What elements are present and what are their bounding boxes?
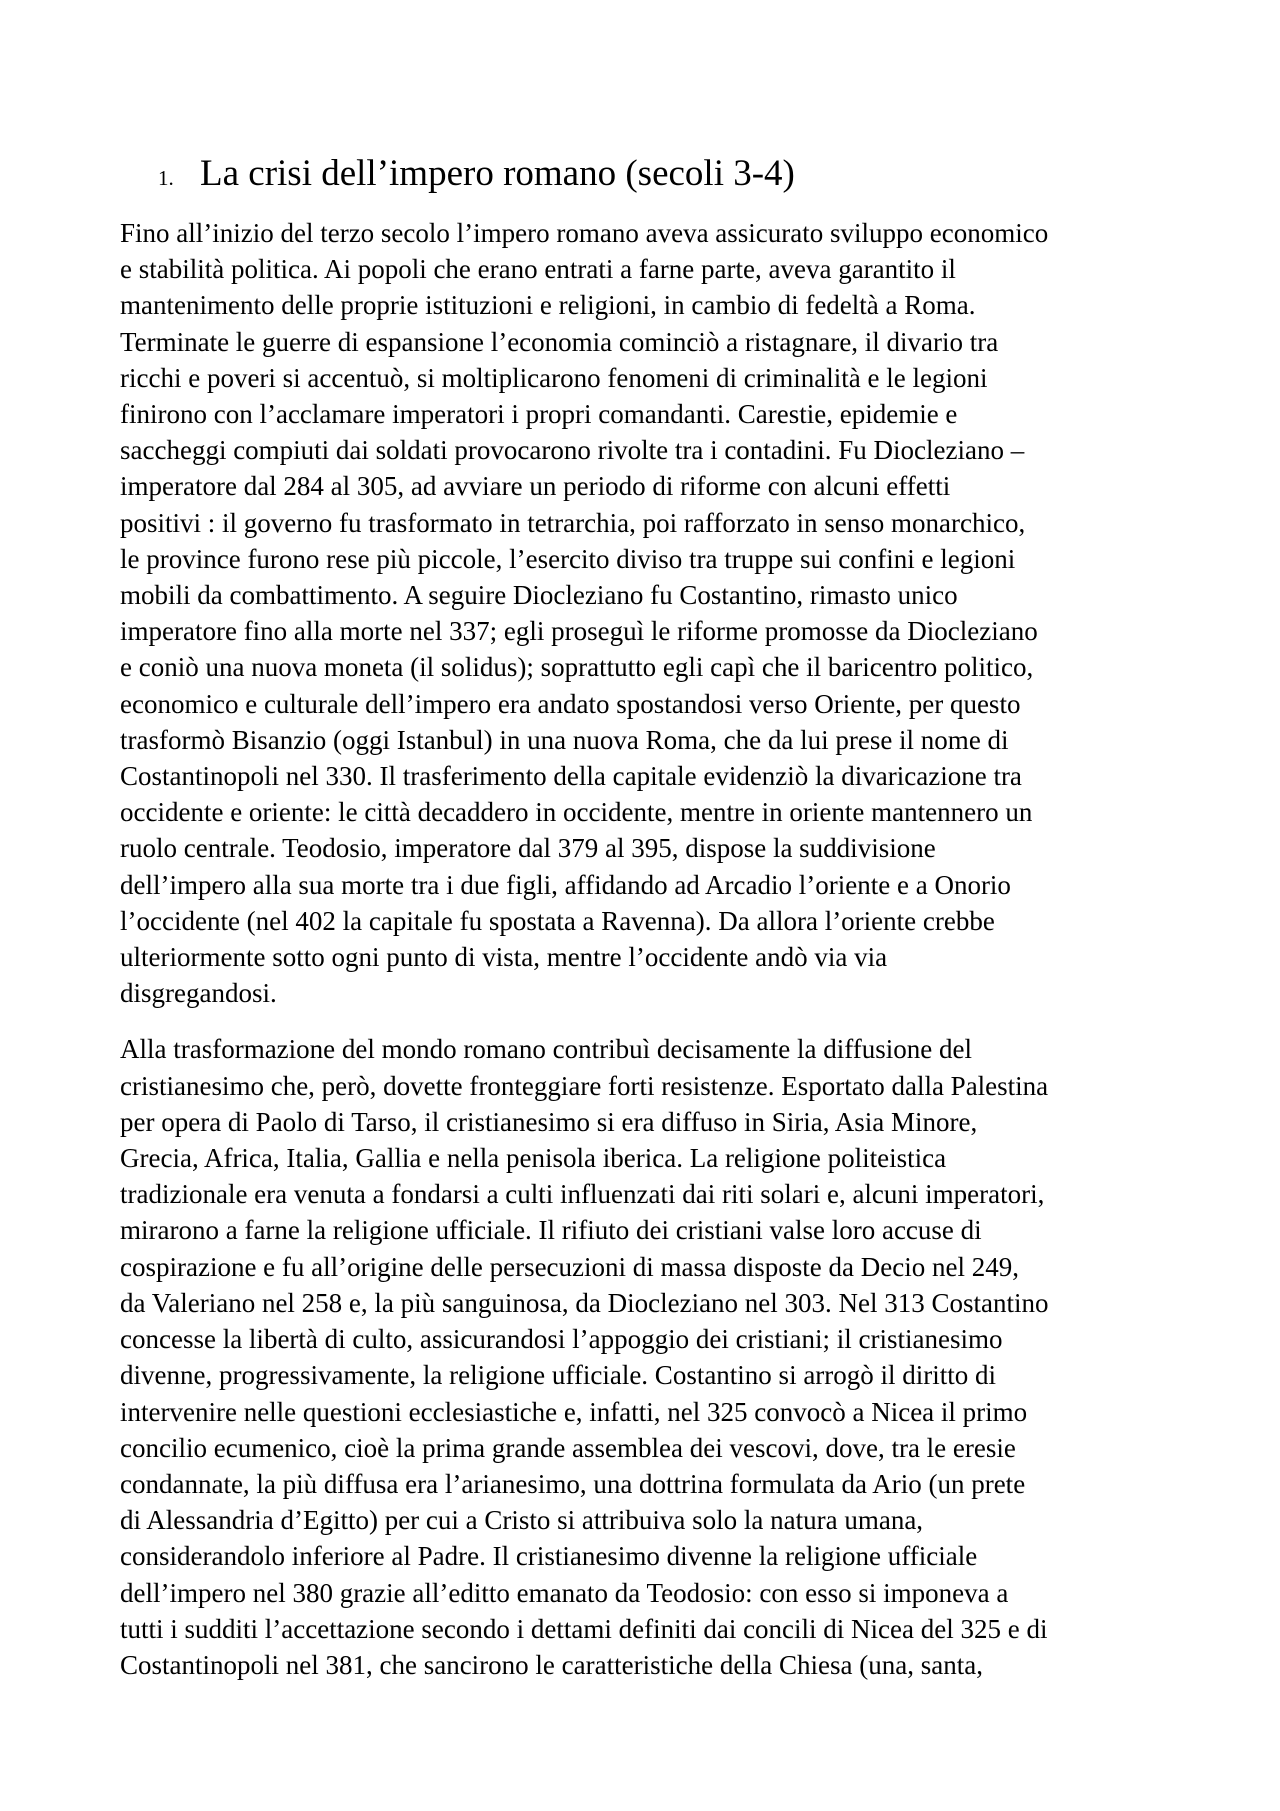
text-line: per opera di Paolo di Tarso, il cristianesimo si era diffuso in Siria, Asia Minore, <box>120 1106 978 1137</box>
body-text <box>120 215 1160 1703</box>
text-line: mobili da combattimento. A seguire Diocleziano fu Costantino, rimasto unico <box>120 580 958 611</box>
text-line: ulteriormente sotto ogni punto di vista, mentre l’occidente andò via via <box>120 942 888 973</box>
text-line: cristianesimo che, però, dovette fronteggiare forti resistenze. Esportato dalla Palestina <box>120 1070 1049 1101</box>
text-line: occidente e oriente: le città decaddero in occidente, mentre in oriente mantennero un <box>120 797 1033 828</box>
text-line: Costantinopoli nel 330. Il trasferimento della capitale evidenziò la divaricazione tra <box>120 761 1022 792</box>
text-line: saccheggi compiuti dai soldati provocarono rivolte tra i contadini. Fu Diocleziano – <box>120 435 1025 466</box>
text-line: intervenire nelle questioni ecclesiastiche e, infatti, nel 325 convocò a Nicea il primo <box>120 1396 1028 1427</box>
paragraph-1 <box>120 215 1160 1011</box>
text-line: ruolo centrale. Teodosio, imperatore dal 379 al 395, dispose la suddivisione <box>120 833 936 864</box>
text-line: e stabilità politica. Ai popoli che erano entrati a farne parte, aveva garantito il <box>120 254 956 285</box>
text-line: dell’impero alla sua morte tra i due figli, affidando ad Arcadio l’oriente e a Onorio <box>120 869 1011 900</box>
text-line: economico e culturale dell’impero era andato spostandosi verso Oriente, per questo <box>120 688 1021 719</box>
text-line: l’occidente (nel 402 la capitale fu spostata a Ravenna). Da allora l’oriente crebbe <box>120 905 995 936</box>
text-line: mantenimento delle proprie istituzioni e religioni, in cambio di fedeltà a Roma. <box>120 290 976 321</box>
text-line: dell’impero nel 380 grazie all’editto emanato da Teodosio: con esso si imponeva a <box>120 1577 1009 1608</box>
text-line: concilio ecumenico, cioè la prima grande assemblea dei vescovi, dove, tra le eresie <box>120 1432 1016 1463</box>
text-line: Fino all’inizio del terzo secolo l’impero romano aveva assicurato sviluppo economico <box>120 218 1049 248</box>
text-line: positivi : il governo fu trasformato in tetrarchia, poi rafforzato in senso monarchico, <box>120 507 1026 538</box>
text-line: ricchi e poveri si accentuò, si moltiplicarono fenomeni di criminalità e le legioni <box>120 362 988 393</box>
text-line: concesse la libertà di culto, assicurandosi l’appoggio dei cristiani; il cristianesimo <box>120 1324 1003 1355</box>
heading-number: 1. <box>158 166 174 190</box>
text-line: tutti i sudditi l’accettazione secondo i dettami definiti dai concili di Nicea del 325 e di <box>120 1613 1048 1644</box>
heading-title: La crisi dell’impero romano (secoli 3-4) <box>200 153 795 194</box>
text-line: e coniò una nuova moneta (il solidus); soprattutto egli capì che il baricentro politico, <box>120 652 1034 683</box>
text-line: trasformò Bisanzio (oggi Istanbul) in una nuova Roma, che da lui prese il nome di <box>120 724 1009 755</box>
text-line: di Alessandria d’Egitto) per cui a Cristo si attribuiva solo la natura umana, <box>120 1505 924 1536</box>
text-line: mirarono a farne la religione ufficiale. Il rifiuto dei cristiani valse loro accuse di <box>120 1215 982 1246</box>
text-line: disgregandosi. <box>120 978 277 1009</box>
text-line: cospirazione e fu all’origine delle persecuzioni di massa disposte da Decio nel 249, <box>120 1251 1019 1282</box>
text-line: divenne, progressivamente, la religione ufficiale. Costantino si arrogò il diritto di <box>120 1360 997 1391</box>
paragraph-2 <box>120 1031 1160 1683</box>
text-line: Costantinopoli nel 381, che sancirono le caratteristiche della Chiesa (una, santa, <box>120 1649 983 1680</box>
text-line: Grecia, Africa, Italia, Gallia e nella penisola iberica. La religione politeistica <box>120 1143 947 1174</box>
section-heading <box>158 152 1158 196</box>
text-line: imperatore fino alla morte nel 337; egli proseguì le riforme promosse da Diocleziano <box>120 616 1038 647</box>
text-line: condannate, la più diffusa era l’arianesimo, una dottrina formulata da Ario (un prete <box>120 1468 1026 1499</box>
text-line: le province furono rese più piccole, l’esercito diviso tra truppe sui confini e legioni <box>120 543 1016 574</box>
text-line: Terminate le guerre di espansione l’economia cominciò a ristagnare, il divario tra <box>120 326 999 357</box>
text-line: Alla trasformazione del mondo romano contribuì decisamente la diffusione del <box>120 1034 972 1065</box>
text-line: finirono con l’acclamare imperatori i propri comandanti. Carestie, epidemie e <box>120 399 958 430</box>
text-line: considerandolo inferiore al Padre. Il cristianesimo divenne la religione ufficiale <box>120 1541 978 1572</box>
text-line: da Valeriano nel 258 e, la più sanguinosa, da Diocleziano nel 303. Nel 313 Costantino <box>120 1287 1049 1318</box>
text-line: imperatore dal 284 al 305, ad avviare un periodo di riforme con alcuni effetti <box>120 471 951 502</box>
text-line: tradizionale era venuta a fondarsi a culti influenzati dai riti solari e, alcuni imperatori, <box>120 1179 1045 1210</box>
